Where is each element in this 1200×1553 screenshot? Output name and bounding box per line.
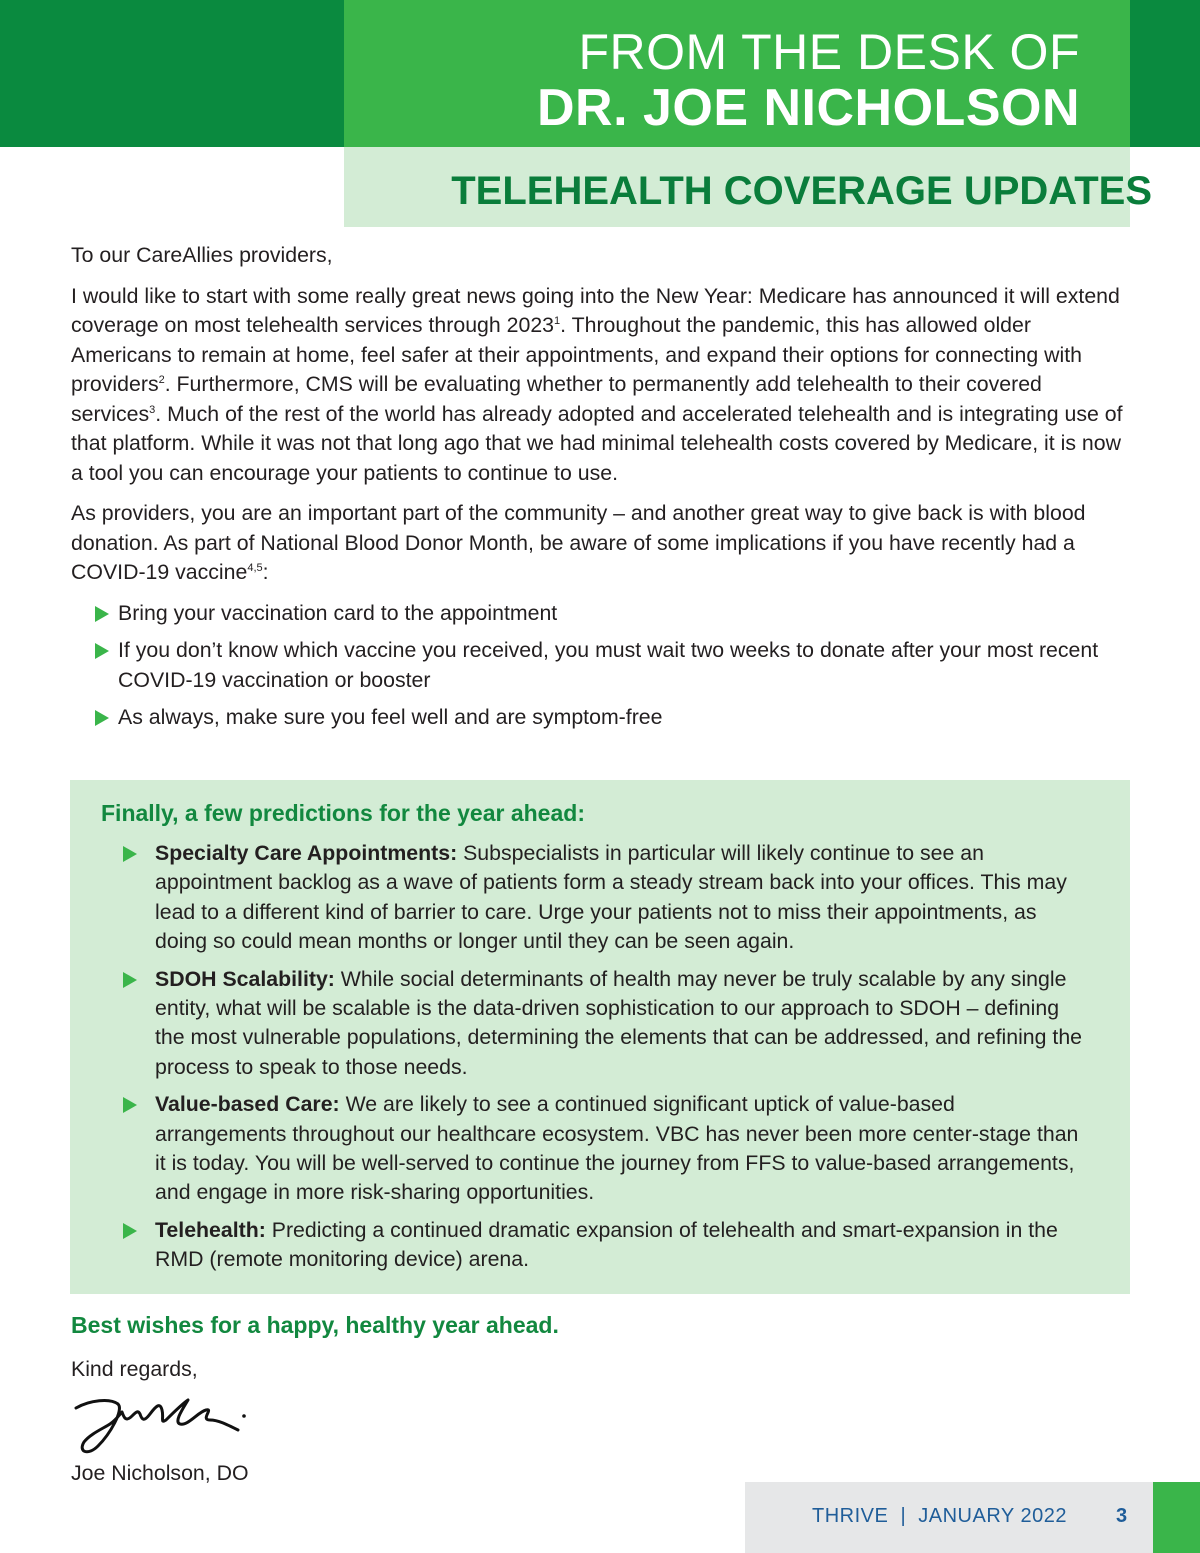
triangle-bullet-icon (123, 972, 137, 988)
prediction-label: SDOH Scalability: (155, 966, 335, 991)
salutation: To our CareAllies providers, (71, 243, 333, 267)
triangle-bullet-icon (123, 1097, 137, 1113)
closing-regards: Kind regards, (71, 1357, 198, 1381)
list-item: Specialty Care Appointments: Subspecialists in particular will likely continue to see an appointment backlog as a wave of patients form a steady stream back into your offices. This may lead to a different kind of barrier to care. Urge your patients not to miss their appointments, as doing so could mean months or longer until they can be seen again. (155, 839, 1090, 957)
triangle-bullet-icon (95, 606, 109, 622)
footer-accent (1153, 1482, 1200, 1553)
signature-image (70, 1390, 250, 1460)
list-item: SDOH Scalability: While social determinants of health may never be truly scalable by any single entity, what will be scalable is the data-driven sophistication to our approach to SDOH – defining the most vulnerable populations, determining the elements that can be addressed, and refining the process to speak to those needs. (155, 965, 1090, 1083)
predictions-box (70, 780, 1130, 1294)
list-item: Telehealth: Predicting a continued dramatic expansion of telehealth and smart-expansion in the RMD (remote monitoring device) arena. (155, 1216, 1090, 1275)
page-number: 3 (1116, 1505, 1128, 1527)
list-item: If you don’t know which vaccine you received, you must wait two weeks to donate after your most recent COVID-19 vaccination or booster (71, 636, 1131, 695)
footnote-ref: 1 (554, 315, 561, 327)
header-band-right (1130, 0, 1200, 147)
list-item: Value-based Care: We are likely to see a continued significant uptick of value-based arrangements throughout our healthcare ecosystem. VBC has never been more center-stage than it is today. You will be well-served to continue the journey from FFS to value-based arrangements, and engage in more risk-sharing opportunities. (155, 1090, 1090, 1208)
footnote-ref: 2 (158, 374, 165, 386)
header-line1: FROM THE DESK OF (578, 24, 1080, 80)
footnote-ref: 3 (149, 403, 156, 416)
header-band-left (0, 0, 344, 147)
header-author-name: DR. JOE NICHOLSON (537, 79, 1080, 137)
predictions-title: Finally, a few predictions for the year ahead: (101, 800, 585, 826)
signer-name: Joe Nicholson, DO (71, 1461, 249, 1485)
triangle-bullet-icon (95, 710, 109, 726)
triangle-bullet-icon (123, 1223, 137, 1239)
paragraph-telehealth: I would like to start with some really great news going into the New Year: Medicare has announced it will extend coverage on most telehealth services through 2023$^1$. Throughout the pandemic, this has allowed older Americans to remain at home, feel safer at their appointments, and expand their options for connecting with providers$^2$. Furthermore, CMS will be evaluating whether to permanently add telehealth to their covered services$^3$. Much of the rest of the world has already adopted and accelerated telehealth and is integrating use of that platform. While it was not that long ago that we had minimal telehealth costs covered by Medicare, it is now a tool you can encourage your patients to continue to use. (71, 283, 1123, 485)
page-title: TELEHEALTH COVERAGE UPDATES (451, 169, 1152, 213)
prediction-label: Value-based Care: (155, 1092, 340, 1117)
prediction-label: Specialty Care Appointments: (155, 841, 458, 865)
letter-body (71, 241, 1131, 741)
list-item: Bring your vaccination card to the appointment (71, 599, 1131, 629)
list-item: As always, make sure you feel well and are symptom-free (71, 703, 1131, 733)
closing-wishes: Best wishes for a happy, healthy year ahead. (71, 1312, 559, 1338)
predictions-list (155, 839, 1090, 1283)
donation-bullet-list (71, 599, 1131, 733)
prediction-label: Telehealth: (155, 1217, 266, 1242)
footnote-ref: 4,5 (247, 562, 263, 574)
footer-publication: THRIVE | JANUARY 2022 (812, 1505, 1067, 1527)
triangle-bullet-icon (123, 846, 137, 862)
triangle-bullet-icon (95, 643, 109, 659)
paragraph-blood-donation: As providers, you are an important part of the community – and another great way to give back is with blood donation. As part of National Blood Donor Month, be aware of some implications if you have recently had a COVID-19 vaccine$^{4,5}$: (71, 501, 1086, 584)
